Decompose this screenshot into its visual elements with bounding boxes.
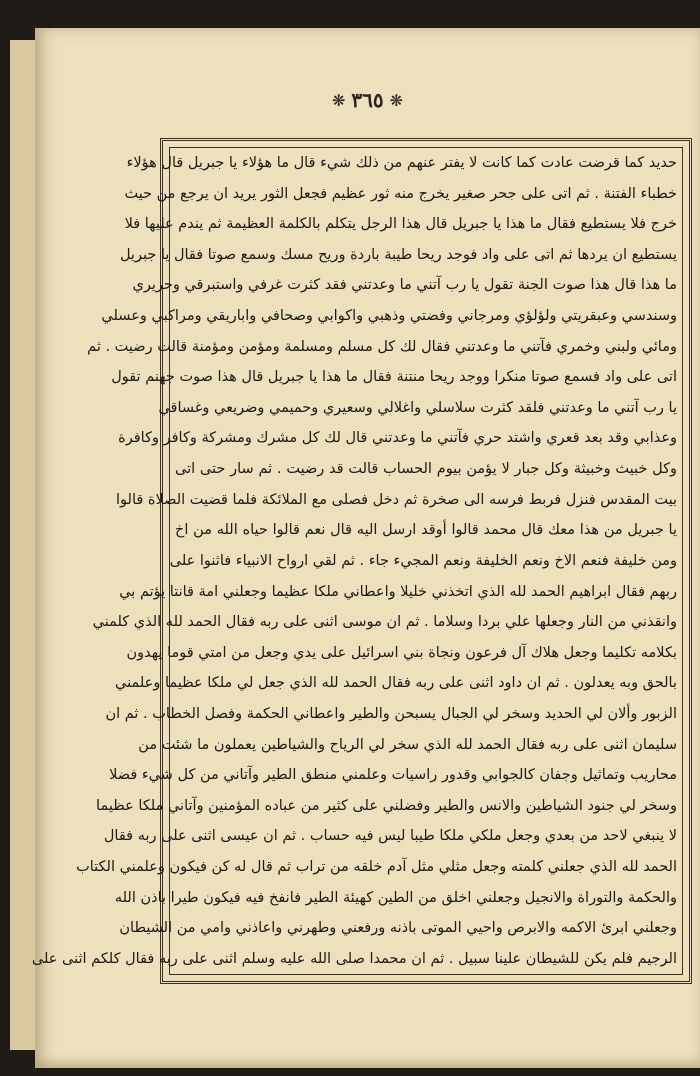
text-line: بالحق وبه يعدلون . ثم ان داود اثنى على ربه فقال الحمد لله الذي جعل لي ملكا عظيما وعلمني <box>115 675 677 692</box>
text-line: ربهم فقال ابراهيم الحمد لله الذي اتخذني خليلا واعطاني ملكا عظيما وجعلني امة قانتا يؤتم بي <box>119 583 677 600</box>
text-line: بكلامه تكليما وجعل هلاك آل فرعون ونجاة بني اسرائيل على يدي وجعل من امتي قوما يهدون <box>126 644 677 661</box>
text-line: خرج فلا يستطيع فقال ما هذا يا جبريل قال هذا الرجل يتكلم بالكلمة العظيمة ثم يندم عليها فلا <box>124 216 677 233</box>
text-line: حديد كما قرضت عادت كما كانت لا يفتر عنهم من ذلك شيء قال ما هؤلاء يا جبريل قال هؤلاء <box>126 155 677 171</box>
text-line: يا رب آتني ما وعدتني فلقد كثرت سلاسلي واغلالي وسعيري وحميمي وضريعي وغساقي <box>158 399 677 416</box>
text-line: خطباء الفتنة . ثم اتى على جحر صغير يخرج منه ثور عظيم فجعل الثور يريد ان يرجع من حيث <box>124 185 677 202</box>
text-line: وانقذني من النار وجعلها علي بردا وسلاما . ثم ان موسى اثنى على ربه فقال الحمد لله الذي كلمني <box>92 614 677 631</box>
text-line: ما هذا قال هذا صوت الجنة تقول يا رب آتني ما وعدتني فقد كثرت غرفي واستبرقي وحريري <box>132 277 677 294</box>
text-line: وكل خبيث وخبيثة وكل جبار لا يؤمن بيوم الحساب قالت قد رضيت . ثم سار حتى اتى <box>175 461 677 478</box>
text-line: بيت المقدس فنزل فربط فرسه الى صخرة ثم دخل فصلى مع الملائكة فلما قضيت الصلاة قالوا <box>116 491 677 508</box>
right-ornament-icon: ❋ <box>389 90 404 110</box>
text-line: يستطيع ان يردها ثم اتى على واد فوجد ريحا طيبة باردة وريح مسك وسمع صوتا فقال يا جبريل <box>119 246 677 263</box>
text-line: سليمان اثنى على ربه فقال الحمد لله الذي سخر لي الرياح والشياطين يعملون ما شئت من <box>138 736 677 753</box>
text-line: لا ينبغي لاحد من بعدي وجعل ملكي ملكا طيبا ليس فيه حساب . ثم ان عيسى اثنى على ربه فقال <box>103 828 677 845</box>
text-line: اتى على واد فسمع صوتا منكرا ووجد ريحا منتنة فقال ما هذا يا جبريل قال هذا صوت جهنم تقول <box>111 369 677 386</box>
text-line: وعذابي وقد بعد قعري واشتد حري فآتني ما وعدتني قال لك كل مشرك ومشركة وكافر وكافرة <box>118 430 677 447</box>
text-frame <box>31 138 692 984</box>
text-line: وسخر لي جنود الشياطين والانس والطير وفضلني على كثير من عباده المؤمنين وآتاني ملكا عظيما <box>96 797 677 814</box>
text-line: وجعلني ابرئ الاكمه والابرص واحيي الموتى باذنه ورفعني وطهرني واعاذني وامي من الشيطان <box>119 920 677 937</box>
book-page <box>31 28 700 1068</box>
text-line: الرجيم فلم يكن للشيطان علينا سبيل . ثم ان محمدا صلى الله عليه وسلم اثنى على ربه فقال كلكم اثنى على <box>31 950 677 967</box>
text-line: ومائي ولبني وخمري فآتني ما وعدتني فقال لك كل مسلم ومسلمة ومؤمن ومؤمنة قالت رضيت . ثم <box>87 338 677 355</box>
text-body <box>31 151 677 971</box>
text-line: وسندسي وعبقريتي ولؤلؤي ومرجاني وفضتي وذهبي واكوابي وصحافي واباريقي ومراكبي وعسلي <box>101 308 677 325</box>
text-line: محاريب وتماثيل وجفان كالجوابي وقدور راسيات وعلمني منطق الطير وآتاني من كل شيء فضلا <box>109 767 677 784</box>
page-header <box>35 88 700 112</box>
left-ornament-icon: ❋ <box>331 90 346 110</box>
text-line: الحمد لله الذي جعلني كلمته وجعل مثلي مثل آدم خلقه من تراب ثم قال له كن فيكون وعلمني الكتاب <box>76 859 677 876</box>
text-line: والحكمة والتوراة والانجيل وجعلني اخلق من الطين كهيئة الطير فانفخ فيه فيكون طيرا باذن الله <box>114 889 677 906</box>
text-line: يا جبريل من هذا معك قال محمد قالوا أوقد ارسل اليه قال نعم قالوا حياه الله من اخ <box>175 522 677 539</box>
text-line: الزبور وألان لي الحديد وسخر لي الجبال يسبحن والطير واعطاني الحكمة وفصل الخطاب . ثم ان <box>105 705 677 722</box>
page-number: ٣٦٥ <box>351 88 384 112</box>
text-line: ومن خليفة فنعم الاخ ونعم الخليفة ونعم المجيء جاء . ثم لقي ارواح الانبياء فاثنوا على <box>169 552 677 569</box>
